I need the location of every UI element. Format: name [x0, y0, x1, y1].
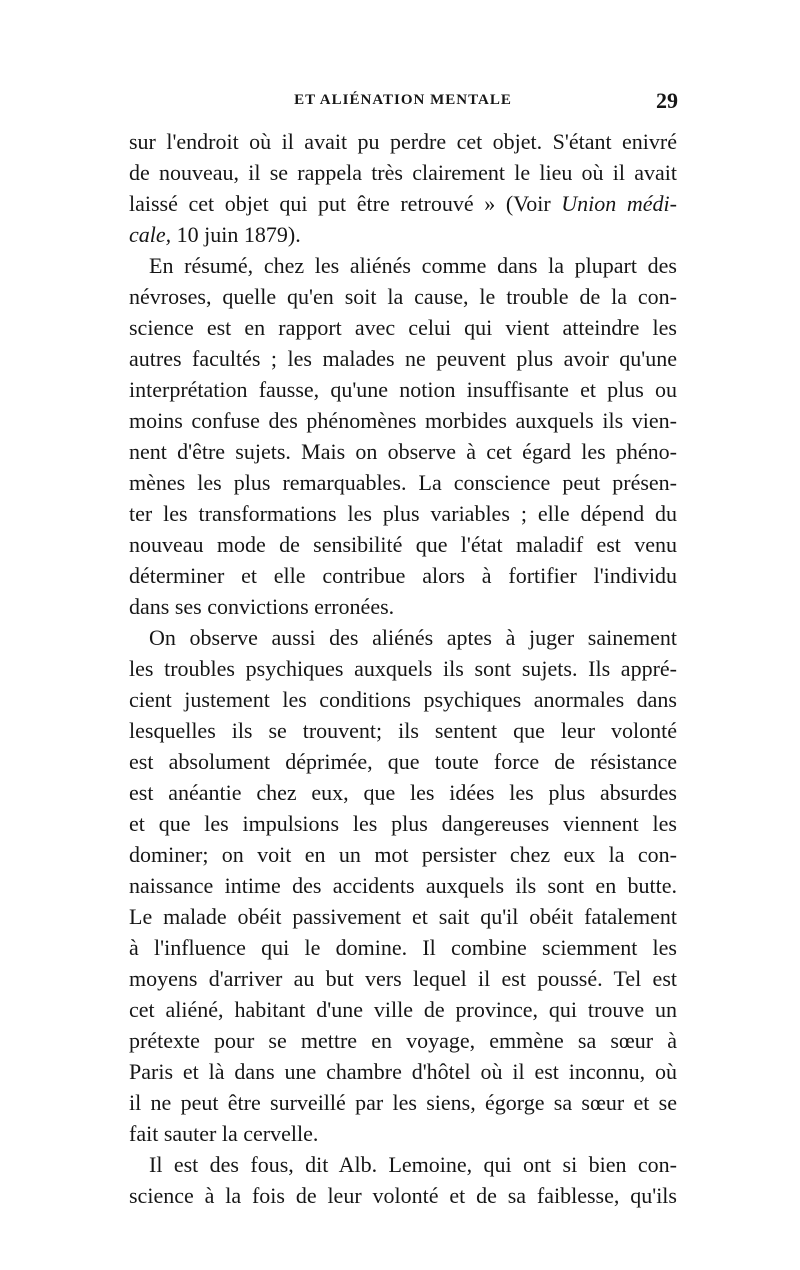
text-line: est absolument déprimée, que toute force de résistance	[129, 749, 677, 774]
page-number: 29	[656, 88, 678, 113]
text-line: science à la fois de leur volonté et de sa faiblesse, qu'ils	[129, 1183, 677, 1208]
text-line: prétexte pour se mettre en voyage, emmène sa sœur à	[129, 1028, 677, 1053]
text-line: et que les impulsions les plus dangereuses viennent les	[129, 811, 677, 836]
text-line: dans ses convictions erronées.	[129, 594, 395, 619]
text-line: On observe aussi des aliénés aptes à juger sainement	[149, 625, 677, 650]
text-line: est anéantie chez eux, que les idées les plus absurdes	[129, 780, 677, 805]
text-line: il ne peut être surveillé par les siens, égorge sa sœur et se	[129, 1090, 677, 1115]
text-line: Le malade obéit passivement et sait qu'il obéit fatalement	[129, 904, 677, 929]
text-line: les troubles psychiques auxquels ils sont sujets. Ils appré-	[129, 656, 677, 681]
body-text	[129, 126, 677, 1211]
text-line: nent d'être sujets. Mais on observe à cet égard les phéno-	[129, 439, 677, 464]
paragraph-2	[129, 250, 677, 622]
citation-date: 10 juin 1879).	[171, 222, 301, 247]
text-line: nouveau mode de sensibilité que l'état maladif est venu	[129, 532, 677, 557]
text-line: Paris et là dans une chambre d'hôtel où il est inconnu, où	[129, 1059, 677, 1084]
paragraph-1	[129, 126, 677, 250]
text-line: moyens d'arriver au but vers lequel il est poussé. Tel est	[129, 966, 677, 991]
text-line: névroses, quelle qu'en soit la cause, le trouble de la con-	[129, 284, 677, 309]
text-line: science est en rapport avec celui qui vient atteindre les	[129, 315, 677, 340]
text-line: fait sauter la cervelle.	[129, 1121, 319, 1146]
running-title: ET ALIÉNATION MENTALE	[294, 92, 512, 108]
text-line: En résumé, chez les aliénés comme dans la plupart des	[149, 253, 677, 278]
citation-title-continued: cale,	[129, 222, 172, 247]
paragraph-3	[129, 622, 677, 1149]
text-line: naissance intime des accidents auxquels ils sont en butte.	[129, 873, 677, 898]
citation-title: Union médi-	[561, 191, 677, 216]
text-line: de nouveau, il se rappela très clairement le lieu où il avait	[129, 160, 677, 185]
text-line: à l'influence qui le domine. Il combine sciemment les	[129, 935, 677, 960]
text-line: moins confuse des phénomènes morbides auxquels ils vien-	[129, 408, 677, 433]
text-line: sur l'endroit où il avait pu perdre cet objet. S'étant enivré	[129, 129, 677, 154]
text-line: déterminer et elle contribue alors à fortifier l'individu	[129, 563, 677, 588]
text-line: interprétation fausse, qu'une notion insuffisante et plus ou	[129, 377, 677, 402]
paragraph-4	[129, 1149, 677, 1211]
text-line-segment: laissé cet objet qui put être retrouvé » (Voir	[129, 191, 562, 216]
text-line: cet aliéné, habitant d'une ville de province, qui trouve un	[129, 997, 677, 1022]
text-line	[129, 219, 677, 250]
text-line: ter les transformations les plus variables ; elle dépend du	[129, 501, 677, 526]
text-line: mènes les plus remarquables. La conscience peut présen-	[129, 470, 677, 495]
text-line: dominer; on voit en un mot persister chez eux la con-	[129, 842, 677, 867]
text-line: autres facultés ; les malades ne peuvent plus avoir qu'une	[129, 346, 677, 371]
text-line	[129, 188, 677, 219]
text-line: lesquelles ils se trouvent; ils sentent que leur volonté	[129, 718, 677, 743]
text-line: cient justement les conditions psychiques anormales dans	[129, 687, 677, 712]
running-head	[128, 88, 678, 118]
text-line: Il est des fous, dit Alb. Lemoine, qui ont si bien con-	[149, 1152, 677, 1177]
